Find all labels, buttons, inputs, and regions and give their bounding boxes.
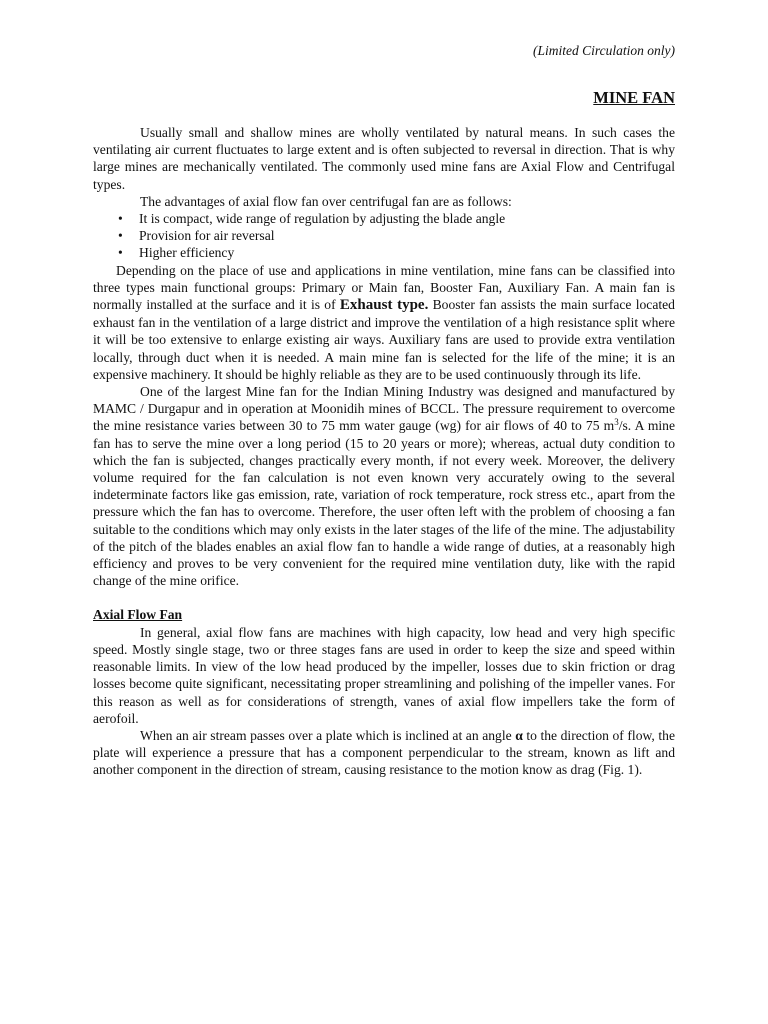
fan-types-paragraph — [93, 262, 675, 383]
advantages-list — [93, 210, 675, 262]
alpha-symbol: α — [515, 727, 523, 743]
list-item-text: Higher efficiency — [139, 245, 235, 261]
bullet-icon: • — [118, 211, 123, 227]
document-body — [93, 124, 675, 779]
bullet-icon: • — [118, 228, 123, 244]
largest-fan-paragraph — [93, 383, 675, 589]
fan-types-text-end: Booster fan assists the main surface located exhaust fan in the ventilation of a large district and improve the ventilation of a high resistance split where it will be too extensive to enlarge existing air ways. Auxiliary fans are used to provide extra ventilation locally, through duct when it is needed. A main mine fan is selected for the life of the mine; it is an expensive machinery. It should be highly reliable as they are to be used continuously through its life. — [93, 297, 675, 382]
bullet-icon: • — [118, 245, 123, 261]
list-item — [93, 227, 675, 244]
intro-paragraph-1: Usually small and shallow mines are wholly ventilated by natural means. In such cases the ventilating air current fluctuates to large extent and is often subjected to reversal in direction. That is why large mines are mechanically ventilated. The commonly used mine fans are Axial Flow and Centrifugal types. — [93, 125, 675, 192]
axial-paragraph-2 — [93, 727, 675, 779]
fan-types-text-start: Depending on the place of use and applications in mine ventilation, mine fans can be classified into three types main functional groups: Primary or Main fan, Booster Fan, Auxiliary Fan. A main fan is normally installed at the surface and it is of — [93, 262, 675, 313]
list-item-text: It is compact, wide range of regulation by adjusting the blade angle — [139, 211, 506, 227]
axial-p2-text-start: When an air stream passes over a plate which is inclined at an angle — [140, 727, 516, 743]
page-title: MINE FAN — [593, 88, 675, 107]
list-item-text: Provision for air reversal — [139, 228, 275, 244]
circulation-note: (Limited Circulation only) — [533, 43, 675, 58]
axial-p2-text-end: to the direction of flow, the plate will experience a pressure that has a component perpendicular to the stream, known as lift and another component in the direction of stream, causing resistance to the motion know as drag (Fig. 1). — [93, 727, 675, 778]
exhaust-type-emphasis: Exhaust type. — [339, 297, 429, 314]
largest-fan-text-end: /s. A mine fan has to serve the mine over a long period (15 to 20 years or more); whereas, actual duty condition to which the fan is subjected, changes practically every month, if not every week. Moreover, the delivery volume required for the fan calculation is not even known very accurately owing to the several indeterminate factors like gas emission, rate, variation of rock temperature, rock stress etc., apart from the pressure which the fan has to overcome. Therefore, the user often left with the problem of choosing a fan suitable to the conditions which may only exists in the later stages of the life of the mine. The adjustability of the pitch of the blades enables an axial flow fan to handle a wide range of duties, at a reasonably high efficiency and proves to be very convenient for the required mine ventilation duty, like with the rapid change of the mine orifice. — [93, 418, 675, 589]
cubic-superscript: 3 — [614, 417, 619, 428]
largest-fan-text-start: One of the largest Mine fan for the Indian Mining Industry was designed and manufactured by MAMC / Durgapur and in operation at Moonidih mines of BCCL. The pressure requirement to overcome the mine resistance varies between 30 to 75 mm water gauge (wg) for air flows of 40 to 75 m — [93, 384, 675, 434]
advantages-intro: The advantages of axial flow fan over centrifugal fan are as follows: — [140, 193, 512, 209]
axial-flow-heading: Axial Flow Fan — [93, 607, 183, 623]
axial-paragraph-1: In general, axial flow fans are machines with high capacity, low head and very high specific speed. Mostly single stage, two or three stages fans are used in order to keep the size and speed within reasonable limits. In view of the low head produced by the impeller, losses due to skin friction or drag losses become quite significant, necessitating proper streamlining and polishing of the impeller vanes. For this reason as well as for considerations of strength, vanes of axial flow impellers take the form of aerofoil. — [93, 624, 675, 726]
list-item — [93, 244, 675, 261]
list-item — [93, 210, 675, 227]
